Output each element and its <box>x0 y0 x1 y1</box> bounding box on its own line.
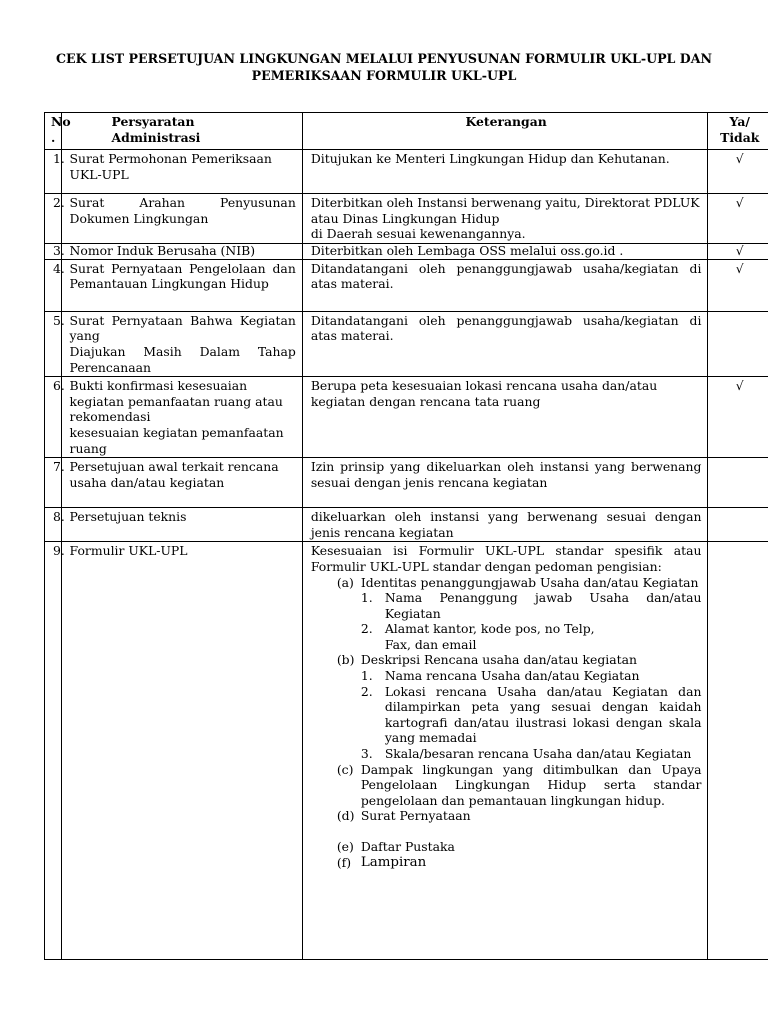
row-requirement: Surat Permohonan Pemeriksaan UKL-UPL <box>61 150 302 194</box>
list-marker: (c) <box>336 761 354 777</box>
row-check: √ <box>708 243 768 259</box>
row-description: Izin prinsip yang dikeluarkan oleh instansi yang berwenang sesuai dengan jenis rencana kegiatan <box>302 458 708 508</box>
table-row <box>45 508 768 542</box>
list-item <box>311 621 702 652</box>
list-text: Dampak lingkungan yang ditimbulkan dan Upaya Pengelolaan Lingkungan Hidup serta standar pengelolaan dan pemantauan lingkungan hidup. <box>360 761 702 808</box>
row-description: Ditandatangani oleh penanggungjawab usaha/kegiatan di atas materai. <box>302 259 708 311</box>
list-text-2: Fax, dan email <box>384 636 477 652</box>
row-check: √ <box>708 194 768 244</box>
header-no <box>45 113 71 150</box>
row-requirement-text: Bukti konfirmasi kesesuaian kegiatan pemanfaatan ruang atau rekomendasi <box>69 378 283 425</box>
row-description: dikeluarkan oleh instansi yang berwenang sesuai dengan jenis rencana kegiatan <box>302 508 708 542</box>
row-check <box>708 508 768 542</box>
list-text: Lampiran <box>360 854 427 870</box>
row-description <box>302 194 708 244</box>
list-text: Lokasi rencana Usaha dan/atau Kegiatan dan dilampirkan peta yang sesuai dengan kaidah kartografi dan/atau ilustrasi lokasi dengan skala yang memadai <box>384 683 702 746</box>
row-requirement <box>61 311 302 376</box>
row-requirement-text-2: kesesuaian kegiatan pemanfaatan ruang <box>69 424 284 456</box>
row-number: 8. <box>45 508 62 542</box>
list-item <box>311 762 702 809</box>
row-requirement: Nomor Induk Berusaha (NIB) <box>61 243 302 259</box>
table-row <box>45 458 768 508</box>
row-check <box>708 458 768 508</box>
table-row <box>45 311 768 376</box>
list-marker: (d) <box>336 808 355 824</box>
list-item <box>311 808 702 824</box>
row-number: 1. <box>45 150 62 194</box>
document-title-line1: CEK LIST PERSETUJUAN LINGKUNGAN MELALUI PENYUSUNAN FORMULIR UKL-UPL DAN <box>56 51 712 66</box>
list-item <box>311 746 702 762</box>
list-marker: (a) <box>336 574 354 590</box>
spacer <box>311 824 702 839</box>
table-header-row <box>45 113 768 150</box>
row-description-text: Diterbitkan oleh Instansi berwenang yaitu, Direktorat PDLUK atau Dinas Lingkungan Hidup <box>310 195 700 226</box>
list-marker: 1. <box>360 590 373 606</box>
header-no-line2: . <box>51 129 56 145</box>
header-keterangan: Keterangan <box>302 113 708 150</box>
row-description-text-2: di Daerah sesuai kewenangannya. <box>310 226 526 242</box>
list-text: Daftar Pustaka <box>360 839 455 854</box>
row-number: 6. <box>45 377 62 458</box>
row-number: 4. <box>45 259 62 311</box>
list-text: Nama rencana Usaha dan/atau Kegiatan <box>384 668 640 684</box>
list-marker: (f) <box>336 854 352 870</box>
row-number: 9. <box>45 542 62 960</box>
row-requirement-text-2: Diajukan Masih Dalam Tahap Perencanaan <box>69 343 296 375</box>
table-row <box>45 259 768 311</box>
header-persyaratan-line1: Persyaratan <box>111 114 195 129</box>
list-marker: 2. <box>360 683 373 699</box>
header-persyaratan-line2: Administrasi <box>111 129 201 145</box>
row-description-intro: Kesesuaian isi Formulir UKL-UPL standar spesifik atau Formulir UKL-UPL standar dengan pedoman pengisian: <box>310 543 702 574</box>
checklist-table <box>44 112 768 960</box>
table-row <box>45 150 768 194</box>
row-check <box>708 542 768 960</box>
row-number: 2. <box>45 194 62 244</box>
table-row <box>45 377 768 458</box>
row-check: √ <box>708 150 768 194</box>
row-requirement: Persetujuan teknis <box>61 508 302 542</box>
table-row <box>45 194 768 244</box>
row-description: Ditandatangani oleh penanggungjawab usaha/kegiatan di atas materai. <box>302 311 708 376</box>
row-check: √ <box>708 377 768 458</box>
list-marker: (e) <box>336 839 354 854</box>
list-text: Alamat kantor, kode pos, no Telp, <box>384 621 595 637</box>
row-description: Ditujukan ke Menteri Lingkungan Hidup dan Kehutanan. <box>302 150 708 194</box>
header-no-line1: No <box>51 114 71 129</box>
list-item <box>311 575 702 591</box>
row-number: 7. <box>45 458 62 508</box>
row-number: 5. <box>45 311 62 376</box>
document-title-line2: PEMERIKSAAN FORMULIR UKL-UPL <box>251 68 517 83</box>
row-check <box>708 311 768 376</box>
list-marker: 1. <box>360 668 373 684</box>
list-marker: 3. <box>360 746 373 762</box>
list-text: Surat Pernyataan <box>360 808 471 824</box>
row-requirement-text: Surat Pernyataan Bahwa Kegiatan yang <box>69 312 296 344</box>
list-marker: (b) <box>336 652 355 668</box>
row-requirement: Surat Arahan Penyusunan Dokumen Lingkungan <box>61 194 302 244</box>
list-text: Deskripsi Rencana usaha dan/atau kegiatan <box>360 652 637 668</box>
list-marker: 2. <box>360 621 373 637</box>
row-description <box>302 542 708 960</box>
row-requirement: Persetujuan awal terkait rencana usaha dan/atau kegiatan <box>61 458 302 508</box>
table-row <box>45 243 768 259</box>
list-text-group <box>385 621 702 652</box>
table-row <box>45 542 768 960</box>
list-text: Identitas penanggungjawab Usaha dan/atau Kegiatan <box>360 574 699 590</box>
header-ya-line1: Ya/ <box>729 114 750 129</box>
list-item <box>311 668 702 684</box>
list-item <box>311 855 702 871</box>
list-item <box>311 590 702 621</box>
header-ya-tidak <box>708 113 768 150</box>
row-requirement: Formulir UKL-UPL <box>61 542 302 960</box>
header-persyaratan <box>61 113 302 150</box>
row-description: Berupa peta kesesuaian lokasi rencana usaha dan/atau kegiatan dengan rencana tata ruang <box>302 377 708 458</box>
row-requirement: Surat Pernyataan Pengelolaan dan Pemantauan Lingkungan Hidup <box>61 259 302 311</box>
row-check: √ <box>708 259 768 311</box>
list-text: Skala/besaran rencana Usaha dan/atau Kegiatan <box>384 746 692 762</box>
list-item <box>311 652 702 668</box>
list-item <box>311 684 702 746</box>
list-item <box>311 839 702 855</box>
row-requirement <box>61 377 302 458</box>
list-text: Nama Penanggung jawab Usaha dan/atau Kegiatan <box>384 590 702 621</box>
row-number: 3. <box>45 243 62 259</box>
header-ya-line2: Tidak <box>720 129 760 145</box>
row-description: Diterbitkan oleh Lembaga OSS melalui oss.go.id . <box>302 243 708 259</box>
